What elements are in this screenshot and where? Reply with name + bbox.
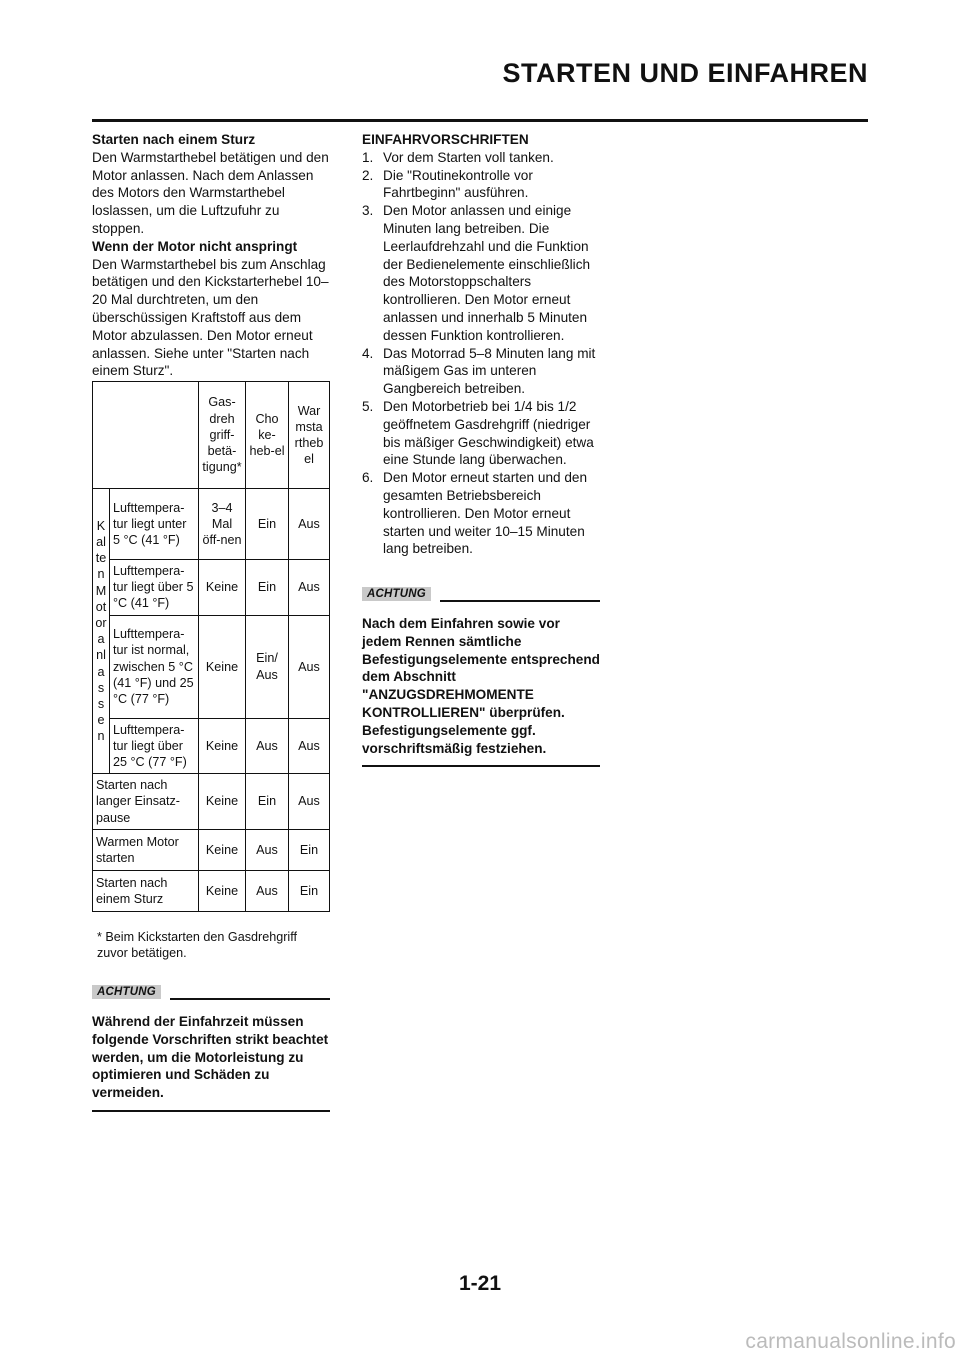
cell-choke: Aus [246,829,289,870]
right-column [362,131,600,558]
table-footnote: * Beim Kickstarten den Gasdrehgriff zuvor betätigen. [97,930,297,961]
paragraph-sturz: Den Warmstarthebel betätigen und den Motor anlassen. Nach dem Anlassen des Motors den Warmstarthebel loslassen, um die Luftzufuhr zu stoppen. [92,149,329,236]
cell-condition: Starten nach langer Einsatz-pause [93,774,199,830]
table-row [93,489,330,560]
warning-text: Nach dem Einfahren sowie vor jedem Rennen sämtliche Befestigungselemente entsprechend dem Abschnitt "ANZUGSDREHMOMENTE KONTROLLIEREN" überprüfen. Befestigungselemente ggf. vorschriftsmäßig festziehen. [362,616,600,756]
cell-choke: Aus [246,870,289,911]
warning-bottom-rule [362,765,600,767]
footer-watermark: carmanualsonline.info [745,1330,956,1353]
table-row [93,774,330,830]
table-row [93,829,330,870]
cell-gas: 3–4 Mal öff-nen [199,489,246,560]
cell-condition: Lufttempera-tur liegt unter 5 °C (41 °F) [110,489,199,560]
warning-bottom-rule [92,1110,330,1112]
section-heading-not-start: Wenn der Motor nicht anspringt [92,238,298,254]
warning-box-fasteners [362,584,600,767]
section-heading-sturz: Starten nach einem Sturz [92,132,256,147]
list-item: 3. Den Motor anlassen und einige Minuten lang betreiben. Die Leerlaufdrehzahl und die Funktion der Bedienelemente einschließlich des Motorstoppschalters kontrollieren. Den Motor erneut anlassen und innerhalb 5 Minuten dessen Funktion kontrollieren. [362,203,591,343]
table-row [93,870,330,911]
list-item: 1. Vor dem Starten voll tanken. [362,149,554,165]
cell-condition: Lufttempera-tur liegt über 5 °C (41 °F) [110,560,199,616]
cell-condition: Lufttempera-tur liegt über 25 °C (77 °F) [110,718,199,774]
cell-condition: Warmen Motor starten [93,829,199,870]
page-number: 1-21 [458,1272,502,1295]
einfahr-list [362,149,600,558]
warning-box-break-in [92,982,330,1112]
warning-text: Während der Einfahrzeit müssen folgende Vorschriften strikt beachtet werden, um die Motorleistung zu optimieren und Schäden zu vermeiden. [92,1014,329,1101]
starting-table [92,381,330,912]
cell-gas: Keine [199,718,246,774]
list-item: 6. Den Motor erneut starten und den gesamten Betriebsbereich kontrollieren. Den Motor erneut starten und weiter 10–15 Minuten lang betreiben. [362,470,588,557]
header-warmstart: War msta rtheb el [289,382,330,489]
table-row [93,718,330,774]
cell-warmstart: Aus [289,615,330,718]
einfahr-heading: EINFAHRVORSCHRIFTEN [362,132,529,147]
cell-gas: Keine [199,774,246,830]
cell-choke: Ein [246,560,289,616]
cell-choke: Ein/ Aus [246,615,289,718]
cell-choke: Ein [246,774,289,830]
cell-choke: Aus [246,718,289,774]
cell-warmstart: Ein [289,870,330,911]
header-empty-cell [93,382,199,489]
left-column [92,131,330,380]
cell-warmstart: Aus [289,489,330,560]
header-gas: Gas-dreh griff-betä-tigung* [199,382,246,489]
cell-warmstart: Aus [289,718,330,774]
warning-badge: ACHTUNG [92,985,161,999]
list-item: 5. Den Motorbetrieb bei 1/4 bis 1/2 geöffnetem Gasdrehgriff (niedriger bis mäßiger Geschwindigkeit) etwa eine Stunde lang überwachen. [362,398,594,468]
cell-condition: Starten nach einem Sturz [93,870,199,911]
cell-choke: Ein [246,489,289,560]
cell-gas: Keine [199,560,246,616]
cell-gas: Keine [199,870,246,911]
warning-top-rule [440,600,600,602]
cell-warmstart: Aus [289,774,330,830]
paragraph-not-start: Den Warmstarthebel bis zum Anschlag betätigen und den Kickstarterhebel 10–20 Mal durchtreten, um den überschüssigen Kraftstoff aus dem Motor abzulassen. Den Motor erneut anlassen. Siehe unter "Starten nach einem Sturz". [92,256,329,379]
list-item: 2. Die "Routinekontrolle vor Fahrtbeginn" ausführen. [362,167,533,201]
cell-condition: Lufttempera-tur ist normal, zwischen 5 °C (41 °F) und 25 °C (77 °F) [110,615,199,718]
cell-warmstart: Aus [289,560,330,616]
list-item: 4. Das Motorrad 5–8 Minuten lang mit mäßigem Gas im unteren Gangbereich betreiben. [362,345,596,397]
side-label-cold-start: Kalten Motor anlassen [93,489,110,774]
cell-gas: Keine [199,615,246,718]
table-header-row [93,382,330,489]
header-choke: Cho ke-heb-el [246,382,289,489]
table-row [93,615,330,718]
warning-badge: ACHTUNG [362,587,431,601]
cell-gas: Keine [199,829,246,870]
cell-warmstart: Ein [289,829,330,870]
header-rule [92,119,868,122]
warning-top-rule [170,998,330,1000]
table-row [93,560,330,616]
page-title: STARTEN UND EINFAHREN [502,58,868,88]
